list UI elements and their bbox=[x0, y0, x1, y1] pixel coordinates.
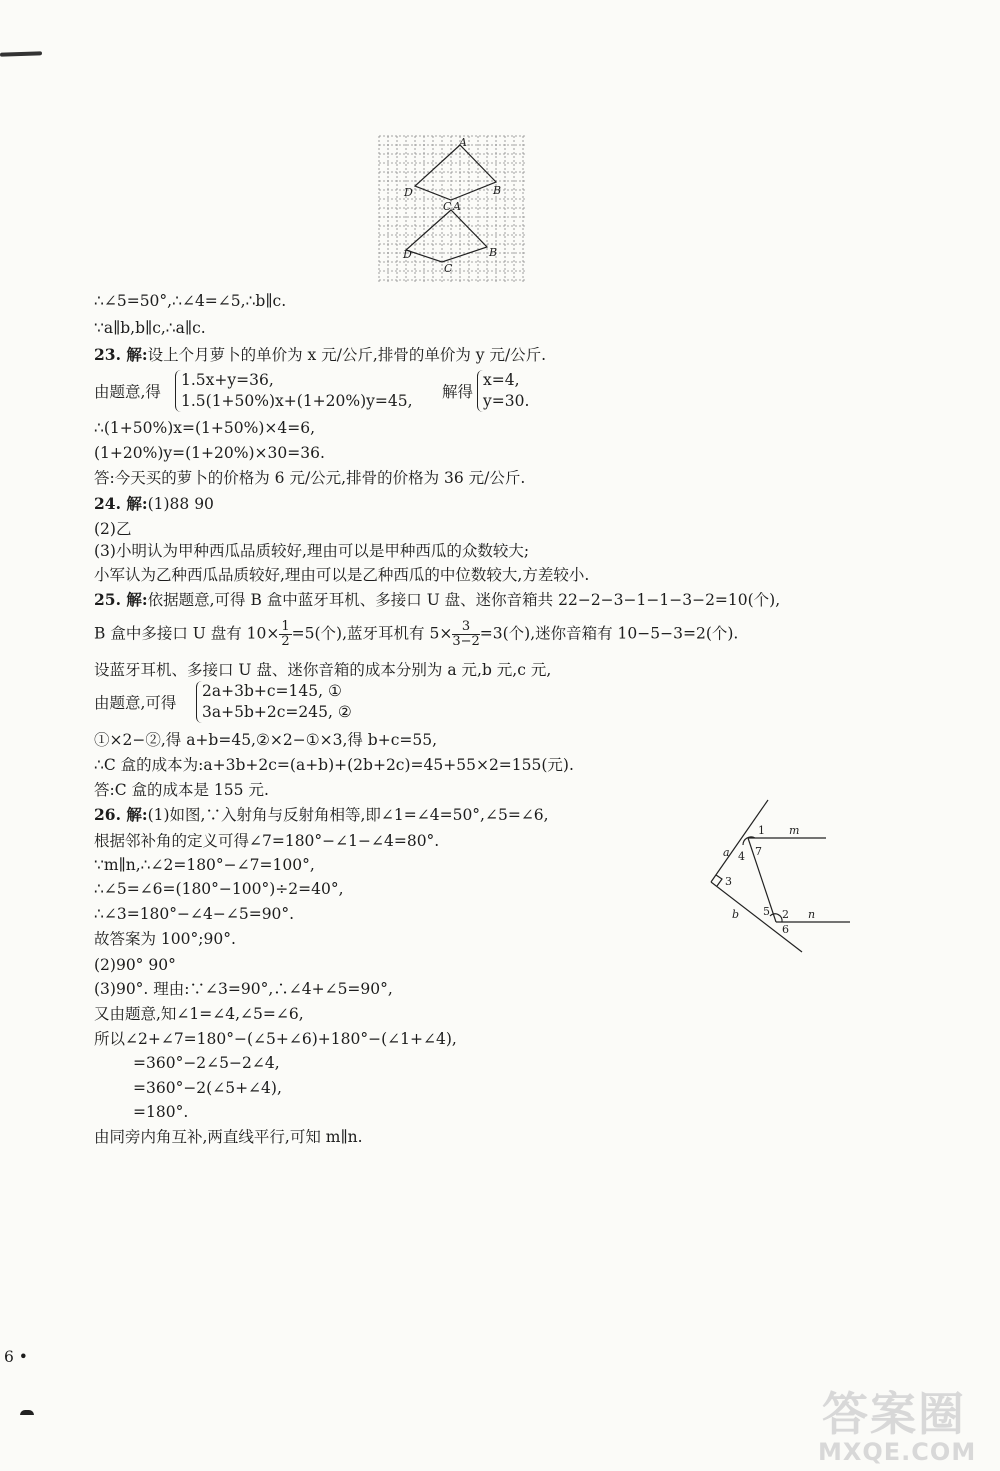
p22-line-1: ∴∠5=50°,∴∠4=∠5,∴b∥c. bbox=[94, 292, 287, 310]
p26-line-7: (2)90° 90° bbox=[94, 956, 176, 974]
grid-figure bbox=[377, 134, 529, 284]
p26-line-9: 又由题意,知∠1=∠4,∠5=∠6, bbox=[94, 1005, 304, 1023]
fraction-1-2: $\frac{1}{2}$ bbox=[281, 619, 290, 649]
p23-system bbox=[175, 370, 413, 412]
p26-line-4: ∴∠5=∠6=(180°−100°)÷2=40°, bbox=[94, 880, 344, 898]
p23-line-4: (1+20%)y=(1+20%)×30=36. bbox=[94, 444, 325, 462]
label-D2: D bbox=[403, 248, 412, 261]
watermark-logo: 答案圈 bbox=[822, 1387, 966, 1441]
p23-line-1: 23. 解:设上个月萝卜的单价为 x 元/公斤,排骨的单价为 y 元/公斤. bbox=[94, 345, 547, 364]
angle-4: 4 bbox=[738, 850, 745, 863]
reflection-figure bbox=[700, 798, 860, 958]
p23-sol-2: y=30. bbox=[483, 392, 530, 410]
label-D: D bbox=[404, 186, 413, 199]
label-n: n bbox=[808, 908, 816, 921]
label-A2: A bbox=[453, 200, 461, 213]
p26-number: 26. 解: bbox=[94, 805, 148, 824]
p22-line-2: ∵a∥b,b∥c,∴a∥c. bbox=[94, 319, 206, 337]
p24-number: 24. 解: bbox=[94, 494, 148, 513]
p25-line-5: ∴C 盒的成本为:a+3b+2c=(a+b)+(2b+2c)=45+55×2=155(元). bbox=[94, 756, 574, 774]
watermark-site: MXQE.COM bbox=[818, 1438, 977, 1466]
page-number: 6 • bbox=[4, 1348, 28, 1366]
p23-eq-2: 1.5(1+50%)x+(1+20%)y=45, bbox=[181, 392, 413, 410]
p23-solve-label: 解得 bbox=[442, 383, 474, 401]
label-a: a bbox=[723, 846, 730, 859]
angle-6: 6 bbox=[782, 923, 789, 936]
p25-system bbox=[196, 681, 352, 723]
fraction-3-over: $\frac{3}{3-2}$ bbox=[452, 619, 480, 649]
angle-1: 1 bbox=[758, 824, 765, 837]
p23-solution bbox=[477, 370, 529, 412]
label-C2: C bbox=[444, 262, 453, 275]
p25-line-2: B 盒中多接口 U 盘有 10× $\frac{1}{2}$ =5(个),蓝牙耳机有 5× $\frac{3}{3-2}$ =3(个),迷你音箱有 10−5−3=2(个). bbox=[94, 619, 739, 649]
p26-line-1: 26. 解:(1)如图,∵入射角与反射角相等,即∠1=∠4=50°,∠5=∠6, bbox=[94, 805, 549, 824]
p25-answer: 答:C 盒的成本是 155 元. bbox=[94, 781, 269, 799]
angle-5: 5 bbox=[763, 905, 770, 918]
p25-prefix: 由题意,可得 bbox=[94, 694, 177, 712]
p23-sol-1: x=4, bbox=[483, 371, 520, 389]
p26-line-11: =360°−2∠5−2∠4, bbox=[133, 1054, 280, 1072]
label-m: m bbox=[789, 824, 800, 837]
p23-line-3: ∴(1+50%)x=(1+50%)×4=6, bbox=[94, 419, 316, 437]
angle-2: 2 bbox=[782, 908, 789, 921]
p23-answer: 答:今天买的萝卜的价格为 6 元/公元,排骨的价格为 36 元/公斤. bbox=[94, 469, 526, 487]
label-b: b bbox=[732, 908, 740, 921]
p24-line-4: 小军认为乙种西瓜品质较好,理由可以是乙种西瓜的中位数较大,方差较小. bbox=[94, 566, 590, 584]
label-B: B bbox=[493, 184, 502, 197]
p26-line-6: 故答案为 100°;90°. bbox=[94, 930, 236, 948]
p26-line-12: =360°−2(∠5+∠4), bbox=[133, 1079, 282, 1097]
p26-line-2: 根据邻补角的定义可得∠7=180°−∠1−∠4=80°. bbox=[94, 832, 440, 850]
p23-eq-1: 1.5x+y=36, bbox=[181, 371, 274, 389]
p23-prefix: 由题意,得 bbox=[94, 383, 161, 401]
angle-3: 3 bbox=[725, 875, 732, 888]
p26-line-3: ∵m∥n,∴∠2=180°−∠7=100°, bbox=[94, 856, 315, 874]
label-A: A bbox=[459, 136, 467, 149]
p24-line-1: 24. 解:(1)88 90 bbox=[94, 494, 214, 513]
label-B2: B bbox=[489, 246, 498, 259]
p26-line-8: (3)90°. 理由:∵∠3=90°,∴∠4+∠5=90°, bbox=[94, 980, 393, 998]
angle-7: 7 bbox=[755, 845, 762, 858]
p23-number: 23. 解: bbox=[94, 345, 148, 364]
label-C: C bbox=[443, 200, 452, 213]
p25-line-3: 设蓝牙耳机、多接口 U 盘、迷你音箱的成本分别为 a 元,b 元,c 元, bbox=[94, 661, 552, 679]
corner-mark bbox=[0, 51, 42, 56]
p26-conclusion: 由同旁内角互补,两直线平行,可知 m∥n. bbox=[94, 1128, 363, 1146]
p25-eq-1: 2a+3b+c=145, ① bbox=[202, 682, 342, 700]
p26-line-13: =180°. bbox=[133, 1103, 189, 1121]
p26-line-5: ∴∠3=180°−∠4−∠5=90°. bbox=[94, 905, 295, 923]
p25-number: 25. 解: bbox=[94, 590, 148, 609]
p24-line-2: (2)乙 bbox=[94, 520, 132, 538]
p25-line-4: ①×2−②,得 a+b=45,②×2−①×3,得 b+c=55, bbox=[94, 731, 438, 749]
p26-line-10: 所以∠2+∠7=180°−(∠5+∠6)+180°−(∠1+∠4), bbox=[94, 1030, 457, 1048]
p25-line-1: 25. 解:依据题意,可得 B 盒中蓝牙耳机、多接口 U 盘、迷你音箱共 22−2−3−1−1−3−2=10(个), bbox=[94, 590, 781, 609]
bottom-mark bbox=[20, 1410, 34, 1415]
p25-eq-2: 3a+5b+2c=245, ② bbox=[202, 703, 352, 721]
p24-line-3: (3)小明认为甲种西瓜品质较好,理由可以是甲种西瓜的众数较大; bbox=[94, 542, 530, 560]
